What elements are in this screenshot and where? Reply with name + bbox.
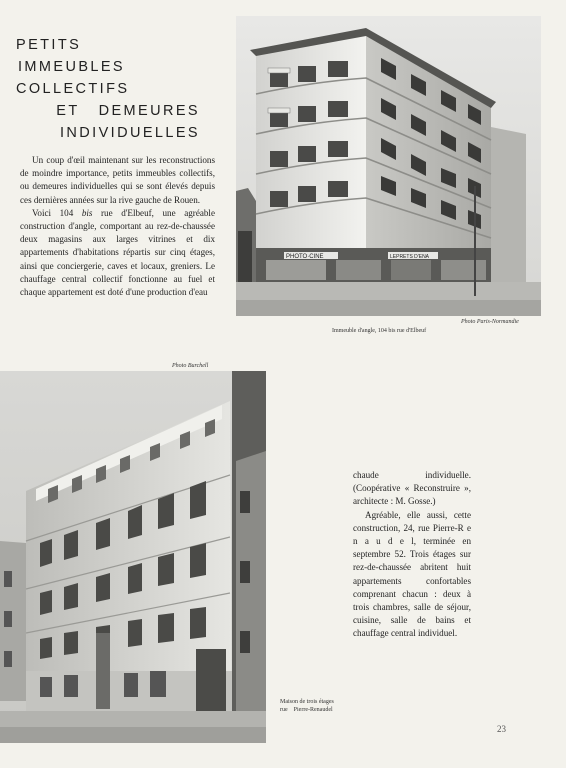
continued-text: [353, 469, 471, 641]
title-line-2: IMMEUBLES: [18, 59, 126, 75]
shop-sign-left: PHOTO·CINE: [286, 254, 324, 260]
continued-paragraph-2: Agréable, elle aussi, cette construction, 24, rue Pierre-R e n a u d e l, terminée en septembre 52. Trois étages sur rez-de-chaussée abritent huit appartements confortables comprenant chacun : deux à trois chambres, salle de séjour, cuisine, salle de bains et chauffage central individuel.: [353, 509, 471, 639]
intro-p2-italic: bis: [81, 207, 93, 218]
photo2-caption: [280, 699, 334, 714]
intro-paragraph-2: [20, 207, 215, 299]
photo2-credit: Photo Burchell: [172, 363, 209, 369]
page-number: 23: [497, 724, 506, 734]
intro-paragraph-1: Un coup d'œil maintenant sur les reconstructions de moindre importance, petits immeubles collectifs, ou demeures individuelles qui se sont élevés depuis ces dernières années sur la rive gauche de Rouen.: [20, 155, 215, 205]
intro-p2-start: Voici 104: [32, 207, 82, 218]
article-title: [16, 34, 206, 144]
photo2-caption-line-1: Maison de trois étages: [280, 699, 334, 705]
title-line-4: ET DEMEURES: [56, 103, 200, 119]
intro-p2-rest: rue d'Elbeuf, une agréable construction d'angle, comportant au rez-de-chaussée deux magasins aux larges vitrines et dix appartements d'habitations répartis sur cinq étages, ainsi que conciergerie, caves et locaux, greniers. Le chauffage central collectif fonctionne au fuel et chaque appartement est doté d'une production d'eau: [20, 207, 215, 298]
three-storey-house-illustration: [0, 371, 266, 743]
title-line-1: PETITS: [16, 37, 82, 53]
title-line-3: COLLECTIFS: [16, 81, 130, 97]
photo1-caption: Immeuble d'angle, 104 bis rue d'Elbeuf: [332, 328, 427, 334]
corner-building-illustration: [236, 16, 541, 316]
continued-paragraph-1: chaude individuelle. (Coopérative « Reconstruire », architecte : M. Gosse.): [353, 470, 471, 507]
shop-sign-right: LEPRETS D'ENA: [390, 254, 430, 260]
intro-text: [20, 154, 215, 299]
title-line-5: INDIVIDUELLES: [60, 125, 200, 141]
photo-three-storey-house: [0, 371, 266, 743]
photo-corner-building: [236, 16, 541, 316]
photo2-caption-line-2: rue Pierre-Renaudel: [280, 706, 333, 713]
photo1-credit: Photo Paris-Normandie: [461, 319, 519, 325]
